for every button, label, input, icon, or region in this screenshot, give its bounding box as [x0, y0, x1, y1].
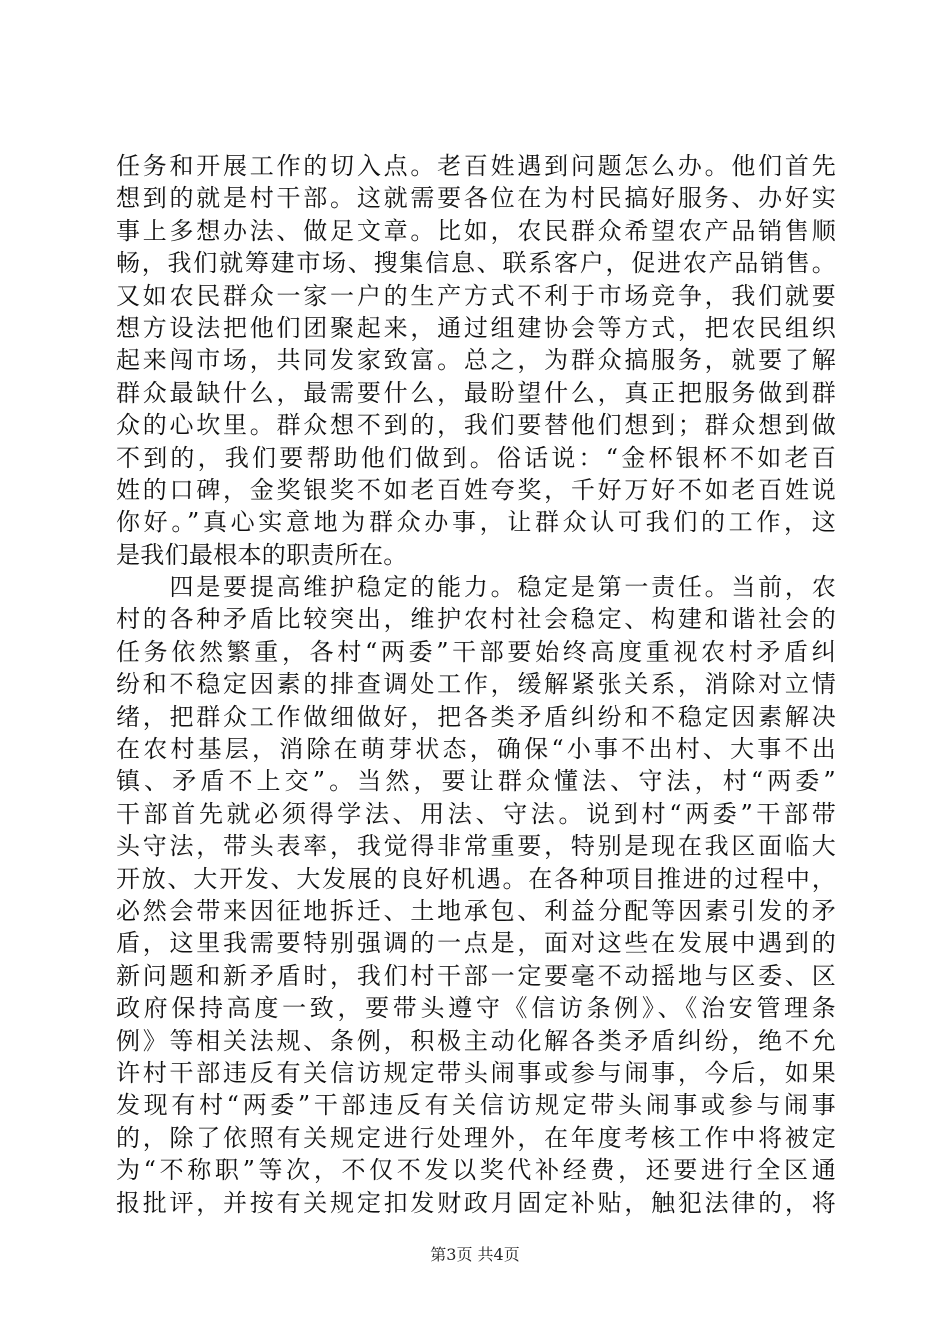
text-line: 镇、矛盾不上交”。当然，要让群众懂法、守法，村“两委”	[116, 767, 836, 796]
text-line: 事上多想办法、做足文章。比如，农民群众希望农产品销售顺	[116, 216, 836, 245]
text-line: 许村干部违反有关信访规定带头闹事或参与闹事，今后，如果	[116, 1058, 836, 1087]
paragraph-last-line: 是我们最根本的职责所在。	[116, 540, 408, 569]
page-number-footer: 第3页 共4页	[430, 1245, 520, 1264]
text-line: 想到的就是村干部。这就需要各位在为村民搞好服务、办好实	[116, 184, 836, 213]
text-line: 干部首先就必须得学法、用法、守法。说到村“两委”干部带	[116, 799, 836, 828]
text-line: 发现有村“两委”干部违反有关信访规定带头闹事或参与闹事	[116, 1091, 836, 1120]
text-line: 必然会带来因征地拆迁、土地承包、利益分配等因素引发的矛	[116, 896, 836, 925]
text-line: 不到的，我们要帮助他们做到。俗话说：“金杯银杯不如老百	[116, 443, 836, 472]
text-line: 例》等相关法规、条例，积极主动化解各类矛盾纠纷，绝不允	[116, 1026, 836, 1055]
text-line: 头守法，带头表率，我觉得非常重要，特别是现在我区面临大	[116, 832, 836, 861]
text-line: 的，除了依照有关规定进行处理外，在年度考核工作中将被定	[116, 1123, 836, 1152]
text-line: 你好。”真心实意地为群众办事，让群众认可我们的工作，这	[116, 508, 836, 537]
text-line: 起来闯市场，共同发家致富。总之，为群众搞服务，就要了解	[116, 346, 836, 375]
text-line: 政府保持高度一致，要带头遵守《信访条例》、《治安管理条	[116, 994, 836, 1023]
text-line: 纷和不稳定因素的排查调处工作，缓解紧张关系，消除对立情	[116, 670, 836, 699]
text-line: 新问题和新矛盾时，我们村干部一定要毫不动摇地与区委、区	[116, 961, 836, 990]
text-line: 村的各种矛盾比较突出，维护农村社会稳定、构建和谐社会的	[116, 605, 836, 634]
text-line: 畅，我们就筹建市场、搜集信息、联系客户，促进农产品销售。	[116, 249, 836, 278]
document-body	[116, 150, 836, 1219]
text-line: 在农村基层，消除在萌芽状态，确保“小事不出村、大事不出	[116, 735, 836, 764]
text-line: 开放、大开发、大发展的良好机遇。在各种项目推进的过程中，	[116, 864, 836, 893]
text-line: 众的心坎里。群众想不到的，我们要替他们想到；群众想到做	[116, 411, 836, 440]
text-line: 任务依然繁重，各村“两委”干部要始终高度重视农村矛盾纠	[116, 637, 836, 666]
text-line: 盾，这里我需要特别强调的一点是，面对这些在发展中遇到的	[116, 929, 836, 958]
text-line: 姓的口碑，金奖银奖不如老百姓夸奖，千好万好不如老百姓说	[116, 475, 836, 504]
text-line: 为“不称职”等次，不仅不发以奖代补经费，还要进行全区通	[116, 1156, 836, 1185]
text-line: 群众最缺什么，最需要什么，最盼望什么，真正把服务做到群	[116, 378, 836, 407]
text-line: 绪，把群众工作做细做好，把各类矛盾纠纷和不稳定因素解决	[116, 702, 836, 731]
text-line: 想方设法把他们团聚起来，通过组建协会等方式，把农民组织	[116, 313, 836, 342]
text-line: 四是要提高维护稳定的能力。稳定是第一责任。当前，农	[116, 573, 836, 602]
text-line: 又如农民群众一家一户的生产方式不利于市场竞争，我们就要	[116, 281, 836, 310]
text-line: 任务和开展工作的切入点。老百姓遇到问题怎么办。他们首先	[116, 152, 836, 180]
text-line: 报批评，并按有关规定扣发财政月固定补贴，触犯法律的，将	[116, 1188, 836, 1217]
